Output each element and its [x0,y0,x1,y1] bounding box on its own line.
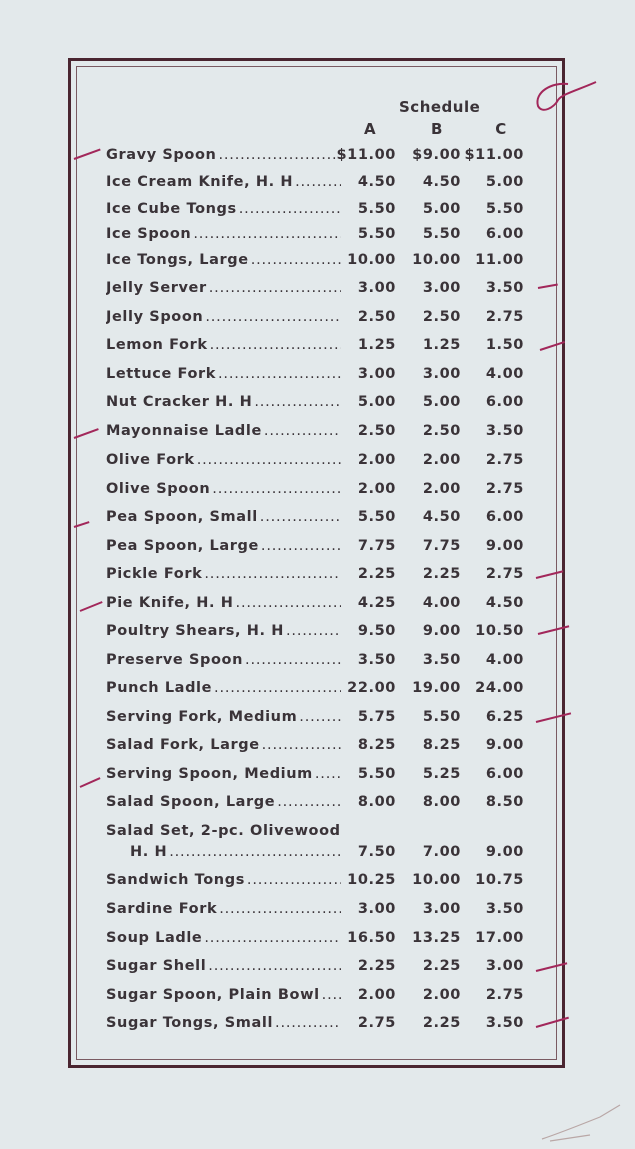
price-c: 9.00 [485,844,524,860]
price-c: 2.75 [485,987,524,1003]
item-name: Punch Ladle [106,680,213,696]
column-header-c: C [495,120,507,138]
item-name-leader [106,198,341,220]
price-a: 5.50 [357,766,396,782]
item-name-leader [106,478,341,500]
item-name: Nut Cracker H. H [106,394,253,410]
price-b: 7.75 [422,538,461,554]
price-c: 6.00 [485,766,524,782]
schedule-heading: Schedule [399,98,481,116]
price-b: 8.25 [422,737,461,753]
price-a: 2.50 [357,423,396,439]
item-name: Pea Spoon, Large [106,538,259,554]
price-a: 5.75 [357,709,396,725]
item-name: Sardine Fork [106,901,218,917]
item-name-leader [106,841,341,863]
item-name-leader [106,592,341,614]
price-b: 5.50 [422,226,461,242]
price-a: 8.25 [357,737,396,753]
price-b: 4.50 [422,174,461,190]
item-name: Pickle Fork [106,566,203,582]
table-row [106,592,526,614]
item-name: Jelly Spoon [106,309,204,325]
item-name: Serving Fork, Medium [106,709,298,725]
price-a: 5.50 [357,226,396,242]
item-name-leader [106,277,341,299]
price-b: 7.00 [422,844,461,860]
price-b: 3.00 [422,901,461,917]
table-row [106,820,526,842]
item-name: Jelly Server [106,280,207,296]
item-name: Sugar Tongs, Small [106,1015,274,1031]
item-name-leader [106,420,341,442]
price-a: 5.00 [357,394,396,410]
price-c: 10.75 [475,872,524,888]
item-name-leader [106,249,341,271]
price-b: 2.50 [422,309,461,325]
price-a: 2.00 [357,481,396,497]
check-mark-icon [530,78,600,128]
item-name-leader [106,306,341,328]
item-name: Sandwich Tongs [106,872,245,888]
price-a: 1.25 [357,337,396,353]
item-name-leader [106,449,341,471]
table-row [106,144,526,166]
price-c: 17.00 [475,930,524,946]
item-name-leader [106,563,341,585]
price-a: 5.50 [357,201,396,217]
item-name-leader [106,706,341,728]
item-name-leader [106,898,341,920]
price-a: 3.00 [357,280,396,296]
item-name: Olive Fork [106,452,195,468]
item-name-leader [106,869,341,891]
table-row [106,363,526,385]
price-a: 2.50 [357,309,396,325]
table-row [106,706,526,728]
price-b: 3.00 [422,366,461,382]
table-row [106,955,526,977]
item-name: Salad Fork, Large [106,737,260,753]
price-a: 2.75 [357,1015,396,1031]
item-name-leader [106,763,341,785]
price-c: 2.75 [485,566,524,582]
table-row [106,535,526,557]
item-name: Pie Knife, H. H [106,595,234,611]
item-name-leader [106,649,341,671]
price-c: 9.00 [485,538,524,554]
item-name: Lemon Fork [106,337,208,353]
price-b: 3.50 [422,652,461,668]
price-b: 2.00 [422,481,461,497]
item-name: Mayonnaise Ladle [106,423,262,439]
item-name-leader [106,927,341,949]
item-name: Salad Set, 2-pc. Olivewood [106,823,341,839]
price-b: 19.00 [412,680,461,696]
table-row [106,249,526,271]
item-name-leader [106,677,341,699]
price-a: 2.25 [357,566,396,582]
item-name-leader [106,984,341,1006]
price-a: 10.00 [347,252,396,268]
price-a: 4.25 [357,595,396,611]
table-row [106,420,526,442]
price-a: 3.00 [357,901,396,917]
table-row [106,478,526,500]
price-c: 6.25 [485,709,524,725]
price-c: 4.50 [485,595,524,611]
item-name: Olive Spoon [106,481,211,497]
item-name: Ice Spoon [106,226,192,242]
price-c: 9.00 [485,737,524,753]
price-a: 16.50 [347,930,396,946]
item-name-leader [106,535,341,557]
item-name-leader [106,955,341,977]
price-b: 3.00 [422,280,461,296]
price-b: 2.25 [422,1015,461,1031]
column-header-a: A [363,120,377,138]
price-c: 6.00 [485,394,524,410]
item-name: H. H [130,844,168,860]
price-c: 3.50 [485,280,524,296]
price-b: 5.00 [422,201,461,217]
price-c: 3.50 [485,423,524,439]
item-name: Preserve Spoon [106,652,244,668]
price-c: 6.00 [485,226,524,242]
price-c: 2.75 [485,452,524,468]
price-c: 2.75 [485,481,524,497]
item-name-leader [106,734,341,756]
price-c: 11.00 [475,252,524,268]
price-b: 9.00 [422,623,461,639]
price-b: 5.25 [422,766,461,782]
price-a: $11.00 [336,147,396,163]
item-name-leader [106,171,341,193]
table-row [106,763,526,785]
price-a: 3.50 [357,652,396,668]
price-b: 2.00 [422,987,461,1003]
price-a: 8.00 [357,794,396,810]
item-name: Lettuce Fork [106,366,217,382]
table-row [106,620,526,642]
table-row [106,734,526,756]
price-a: 22.00 [347,680,396,696]
item-name: Poultry Shears, H. H [106,623,285,639]
item-name-leader [106,791,341,813]
table-row [106,334,526,356]
item-name: Serving Spoon, Medium [106,766,313,782]
table-row [106,677,526,699]
price-a: 2.00 [357,987,396,1003]
table-row [106,563,526,585]
table-row [106,841,526,863]
price-a: 5.50 [357,509,396,525]
price-c: 3.00 [485,958,524,974]
table-row [106,391,526,413]
price-b: 2.50 [422,423,461,439]
item-name-leader [106,144,341,166]
price-a: 2.00 [357,452,396,468]
item-name-leader [106,620,341,642]
price-c: 3.50 [485,901,524,917]
table-row [106,306,526,328]
table-row [106,1012,526,1034]
price-c: 24.00 [475,680,524,696]
price-b: 5.50 [422,709,461,725]
table-row [106,223,526,245]
item-name: Gravy Spoon [106,147,217,163]
table-row [106,171,526,193]
item-name-leader [106,391,341,413]
price-c: 5.50 [485,201,524,217]
item-name: Sugar Shell [106,958,207,974]
price-c: $11.00 [464,147,524,163]
item-name-leader [106,363,341,385]
price-b: 13.25 [412,930,461,946]
table-row [106,984,526,1006]
table-row [106,449,526,471]
price-b: 4.00 [422,595,461,611]
item-name: Pea Spoon, Small [106,509,258,525]
table-row [106,506,526,528]
price-b: 1.25 [422,337,461,353]
price-b: 2.00 [422,452,461,468]
price-b: 10.00 [412,252,461,268]
item-name: Ice Cube Tongs [106,201,237,217]
table-row [106,927,526,949]
price-a: 7.50 [357,844,396,860]
price-a: 9.50 [357,623,396,639]
price-b: 2.25 [422,566,461,582]
table-row [106,869,526,891]
price-c: 10.50 [475,623,524,639]
item-name-leader [106,1012,341,1034]
table-row [106,198,526,220]
price-c: 5.00 [485,174,524,190]
table-row [106,277,526,299]
item-name: Ice Cream Knife, H. H [106,174,294,190]
item-name: Sugar Spoon, Plain Bowl [106,987,320,1003]
price-c: 3.50 [485,1015,524,1031]
price-a: 4.50 [357,174,396,190]
item-name-leader [106,334,341,356]
price-b: 8.00 [422,794,461,810]
item-name: Ice Tongs, Large [106,252,249,268]
item-name-leader [106,506,341,528]
price-c: 8.50 [485,794,524,810]
price-a: 2.25 [357,958,396,974]
price-c: 1.50 [485,337,524,353]
price-a: 7.75 [357,538,396,554]
item-name-leader [106,223,341,245]
pencil-scribble-icon [540,1095,630,1145]
table-row [106,898,526,920]
table-row [106,791,526,813]
price-c: 4.00 [485,652,524,668]
price-a: 3.00 [357,366,396,382]
price-b: 2.25 [422,958,461,974]
price-c: 2.75 [485,309,524,325]
price-c: 6.00 [485,509,524,525]
item-name: Soup Ladle [106,930,203,946]
price-b: $9.00 [412,147,461,163]
price-b: 10.00 [412,872,461,888]
item-name: Salad Spoon, Large [106,794,276,810]
table-row [106,649,526,671]
column-header-b: B [431,120,443,138]
price-a: 10.25 [347,872,396,888]
price-b: 5.00 [422,394,461,410]
price-b: 4.50 [422,509,461,525]
price-c: 4.00 [485,366,524,382]
